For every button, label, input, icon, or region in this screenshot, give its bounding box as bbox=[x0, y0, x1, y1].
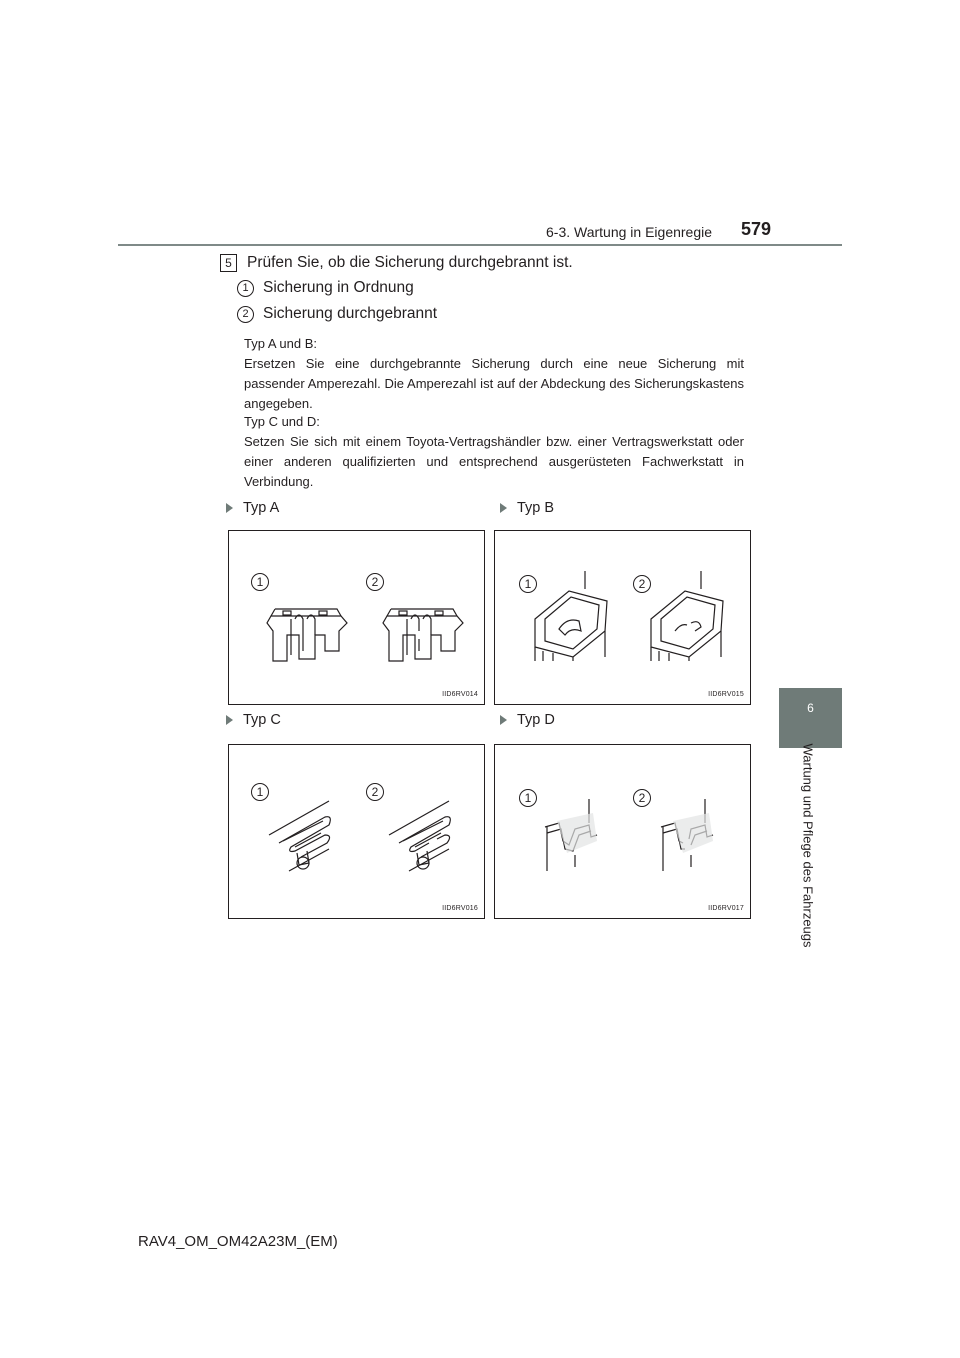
figure-typ-a bbox=[228, 530, 485, 705]
step-item bbox=[237, 305, 437, 323]
figure-label-typ-c: Typ C bbox=[226, 712, 281, 728]
item-number: 2 bbox=[237, 306, 254, 323]
paragraph-type-a-b bbox=[244, 334, 744, 414]
fuse-type-d-illustration bbox=[495, 745, 752, 920]
step-item bbox=[237, 279, 414, 297]
callout-2: 2 bbox=[366, 783, 384, 801]
paragraph-body: Ersetzen Sie eine durchgebrannte Sicherung durch eine neue Sicherung mit passender Amperezahl. Die Amperezahl ist auf der Abdeckung des Sicherungskastens angegeben. bbox=[244, 356, 744, 411]
chapter-number: 6 bbox=[807, 701, 814, 715]
item-text: Sicherung in Ordnung bbox=[263, 279, 414, 296]
document-code: RAV4_OM_OM42A23M_(EM) bbox=[138, 1233, 338, 1250]
fuse-type-a-illustration bbox=[229, 531, 486, 706]
paragraph-body: Setzen Sie sich mit einem Toyota-Vertragshändler bzw. einer Vertragswerkstatt oder einer anderen qualifizierten und entsprechend ausgerüsteten Fachwerkstatt in Verbindung. bbox=[244, 434, 744, 489]
step-heading bbox=[220, 254, 573, 272]
paragraph-heading: Typ A und B: bbox=[244, 336, 317, 351]
triangle-bullet-icon bbox=[500, 715, 507, 725]
figure-label-typ-d: Typ D bbox=[500, 712, 555, 728]
figure-typ-c bbox=[228, 744, 485, 919]
figure-code: IID6RV017 bbox=[708, 905, 744, 912]
header-divider bbox=[118, 244, 842, 246]
figure-code: IID6RV014 bbox=[442, 691, 478, 698]
figure-typ-b bbox=[494, 530, 751, 705]
section-title: 6-3. Wartung in Eigenregie bbox=[546, 224, 713, 240]
triangle-bullet-icon bbox=[500, 503, 507, 513]
paragraph-type-c-d bbox=[244, 412, 744, 492]
figure-label-typ-a: Typ A bbox=[226, 500, 279, 516]
paragraph-heading: Typ C und D: bbox=[244, 414, 320, 429]
figure-code: IID6RV016 bbox=[442, 905, 478, 912]
item-text: Sicherung durchgebrannt bbox=[263, 305, 438, 322]
callout-2: 2 bbox=[366, 573, 384, 591]
callout-1: 1 bbox=[519, 789, 537, 807]
figure-code: IID6RV015 bbox=[708, 691, 744, 698]
figure-typ-d bbox=[494, 744, 751, 919]
callout-1: 1 bbox=[519, 575, 537, 593]
callout-1: 1 bbox=[251, 573, 269, 591]
chapter-label: Wartung und Pflege des Fahrzeugs bbox=[800, 743, 816, 948]
figure-label-typ-b: Typ B bbox=[500, 500, 554, 516]
page-number: 579 bbox=[741, 219, 772, 239]
callout-2: 2 bbox=[633, 789, 651, 807]
triangle-bullet-icon bbox=[226, 503, 233, 513]
step-text: Prüfen Sie, ob die Sicherung durchgebrannt ist. bbox=[247, 254, 573, 271]
triangle-bullet-icon bbox=[226, 715, 233, 725]
callout-1: 1 bbox=[251, 783, 269, 801]
item-number: 1 bbox=[237, 280, 254, 297]
callout-2: 2 bbox=[633, 575, 651, 593]
step-number-box: 5 bbox=[220, 254, 237, 272]
fuse-type-b-illustration bbox=[495, 531, 752, 706]
fuse-type-c-illustration bbox=[229, 745, 486, 920]
